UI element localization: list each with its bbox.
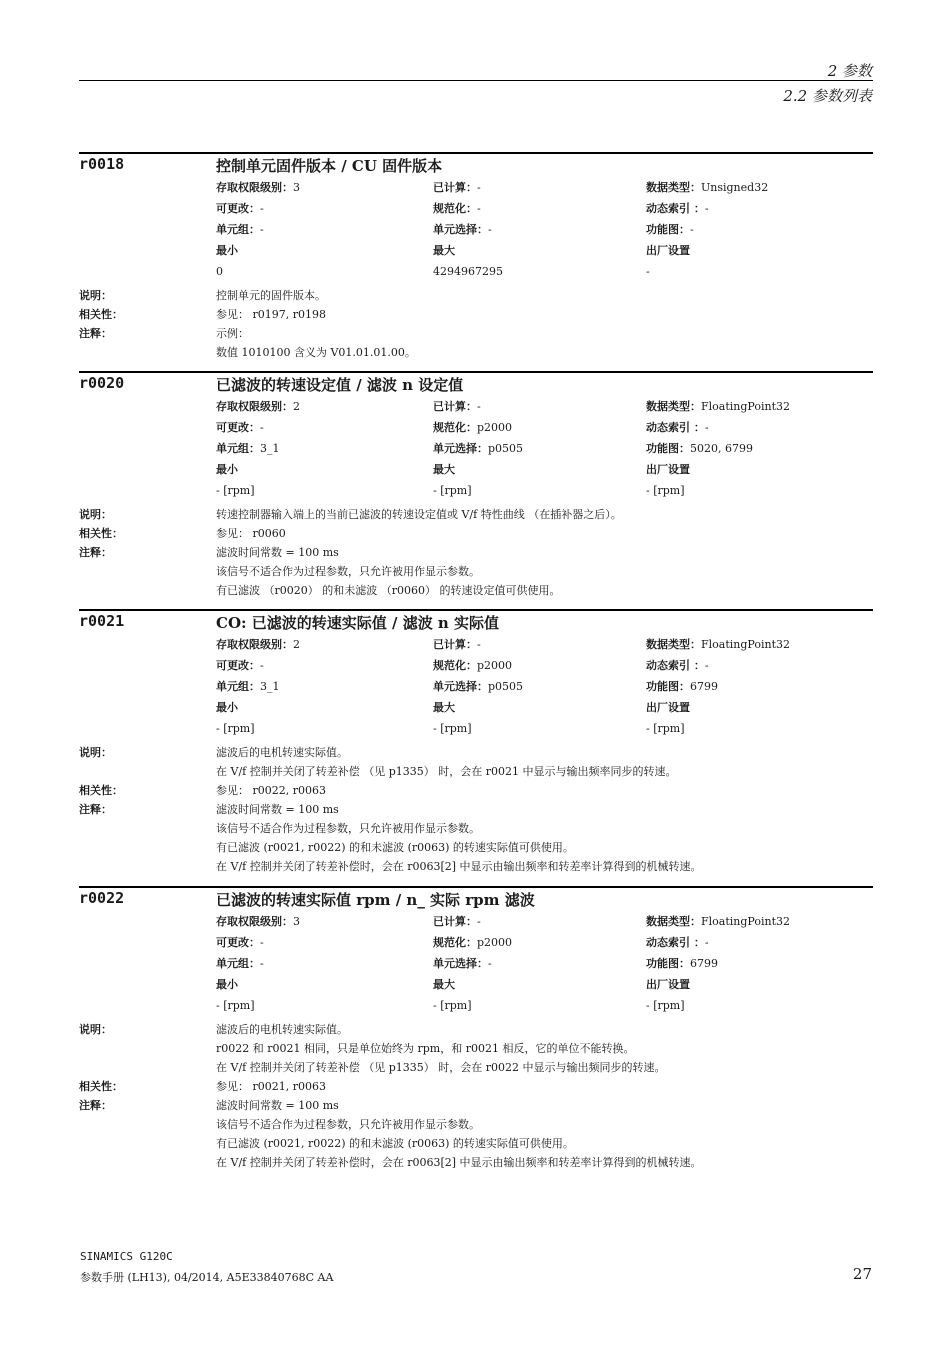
- attr-label: 动态索引 ：: [646, 421, 705, 434]
- note-line: 该信号不适合作为过程参数，只允许被用作显示参数。: [216, 822, 480, 835]
- description-label: 说明：: [79, 746, 112, 759]
- attr-value: -: [704, 659, 709, 672]
- header-rule: [79, 80, 873, 81]
- attr-datatype: [646, 177, 768, 198]
- attr-label: 功能图：: [646, 223, 690, 236]
- attr-datatype: [646, 396, 790, 417]
- description-label: 说明：: [79, 289, 112, 302]
- param-id: r0020: [79, 374, 125, 392]
- range-max-label: [433, 459, 455, 480]
- page-number: 27: [852, 1265, 872, 1283]
- attr-scaling: [433, 932, 512, 953]
- attr-value: -: [260, 659, 264, 672]
- attr-value: -: [477, 915, 481, 928]
- attr-label: 单元组：: [216, 223, 260, 236]
- attr-dyn-index: [646, 932, 709, 953]
- note-line: 在 V/f 控制并关闭了转差补偿时，会在 r0063[2] 中显示由输出频率和转差率计算得到的机械转速。: [216, 1156, 702, 1169]
- attr-value: -: [690, 223, 694, 236]
- note-line: 数值 1010100 含义为 V01.01.01.00。: [216, 346, 416, 359]
- header-section: 2.2 参数列表: [783, 87, 872, 105]
- range-label: 最大: [433, 244, 455, 257]
- attr-scaling: [433, 417, 512, 438]
- param-title: CO: 已滤波的转速实际值 / 滤波 n 实际值: [216, 614, 500, 632]
- attr-value: 3_1: [260, 680, 280, 693]
- attr-value: -: [260, 957, 264, 970]
- range-min-label: [216, 459, 238, 480]
- note-line: 滤波时间常数 = 100 ms: [216, 803, 339, 816]
- attr-access: [216, 396, 300, 417]
- attr-value: -: [488, 223, 492, 236]
- footer-doc: 参数手册 (LH13), 04/2014, A5E33840768C AA: [80, 1271, 334, 1284]
- range-label: 出厂设置: [646, 463, 690, 476]
- attr-label: 可更改：: [216, 936, 260, 949]
- attr-label: 规范化：: [433, 659, 477, 672]
- description-line: 在 V/f 控制并关闭了转差补偿 （见 p1335） 时，会在 r0021 中显示与输出频率同步的转速。: [216, 765, 677, 778]
- dependency-line: 参见： r0022, r0063: [216, 784, 326, 797]
- range-factory-value: - [rpm]: [646, 484, 685, 497]
- attr-value: p0505: [488, 680, 524, 693]
- range-label: 最小: [216, 701, 238, 714]
- attr-label: 动态索引 ：: [646, 936, 705, 949]
- attr-label: 动态索引 ：: [646, 202, 705, 215]
- range-factory-value: - [rpm]: [646, 999, 685, 1012]
- attr-access: [216, 911, 300, 932]
- attr-datatype: [646, 634, 790, 655]
- note-label: 注释：: [79, 327, 112, 340]
- attr-value: p2000: [477, 421, 513, 434]
- range-label: 出厂设置: [646, 244, 690, 257]
- range-max-value: - [rpm]: [433, 999, 472, 1012]
- attr-label: 数据类型：: [646, 400, 701, 413]
- param-id: r0021: [79, 612, 125, 630]
- dependency-label: 相关性：: [79, 308, 123, 321]
- attr-calculated: [433, 634, 481, 655]
- range-label: 最小: [216, 978, 238, 991]
- attr-label: 存取权限级别：: [216, 400, 293, 413]
- attr-unit-group: [216, 438, 280, 459]
- attr-value: FloatingPoint32: [701, 400, 790, 413]
- range-min-value: 0: [216, 265, 223, 278]
- range-label: 最大: [433, 701, 455, 714]
- dependency-label: 相关性：: [79, 1080, 123, 1093]
- dependency-line: 参见： r0197, r0198: [216, 308, 326, 321]
- param-block: [79, 886, 873, 1169]
- note-line: 滤波时间常数 = 100 ms: [216, 1099, 339, 1112]
- description-line: 在 V/f 控制并关闭了转差补偿 （见 p1335） 时，会在 r0022 中显示与输出频同步的转速。: [216, 1061, 666, 1074]
- footer-model: SINAMICS G120C: [80, 1250, 173, 1263]
- attr-unit-group: [216, 219, 264, 240]
- attr-unit-group: [216, 953, 264, 974]
- note-line: 示例：: [216, 327, 249, 340]
- attr-label: 单元选择：: [433, 957, 488, 970]
- attr-value: 6799: [690, 680, 718, 693]
- note-line: 滤波时间常数 = 100 ms: [216, 546, 339, 559]
- attr-label: 功能图：: [646, 442, 690, 455]
- attr-label: 可更改：: [216, 202, 260, 215]
- attr-value: p2000: [477, 659, 513, 672]
- range-min-value: - [rpm]: [216, 999, 255, 1012]
- description-label: 说明：: [79, 508, 112, 521]
- attr-access: [216, 177, 300, 198]
- description-line: r0022 和 r0021 相同，只是单位始终为 rpm，和 r0021 相反，它的单位不能转换。: [216, 1042, 635, 1055]
- attr-func-diagram: [646, 438, 753, 459]
- range-max-label: [433, 240, 455, 261]
- attr-func-diagram: [646, 219, 694, 240]
- attr-value: 3_1: [260, 442, 280, 455]
- attr-value: -: [477, 181, 481, 194]
- range-label: 最大: [433, 978, 455, 991]
- attr-value: -: [488, 957, 492, 970]
- attr-dyn-index: [646, 417, 709, 438]
- attr-scaling: [433, 655, 512, 676]
- attr-value: -: [477, 400, 481, 413]
- attr-scaling: [433, 198, 481, 219]
- attr-value: -: [704, 421, 709, 434]
- range-factory-value: - [rpm]: [646, 722, 685, 735]
- note-line: 在 V/f 控制并关闭了转差补偿时，会在 r0063[2] 中显示由输出频率和转差率计算得到的机械转速。: [216, 860, 702, 873]
- range-factory-label: [646, 974, 690, 995]
- range-factory-label: [646, 697, 690, 718]
- attr-changeable: [216, 198, 264, 219]
- attr-label: 规范化：: [433, 936, 477, 949]
- param-id: r0022: [79, 889, 125, 907]
- attr-label: 功能图：: [646, 957, 690, 970]
- range-min-label: [216, 240, 238, 261]
- attr-datatype: [646, 911, 790, 932]
- attr-label: 存取权限级别：: [216, 181, 293, 194]
- description-label: 说明：: [79, 1023, 112, 1036]
- attr-value: Unsigned32: [701, 181, 769, 194]
- range-min-label: [216, 697, 238, 718]
- note-line: 该信号不适合作为过程参数，只允许被用作显示参数。: [216, 1118, 480, 1131]
- attr-unit-select: [433, 953, 492, 974]
- range-min-label: [216, 974, 238, 995]
- attr-changeable: [216, 655, 264, 676]
- attr-value: -: [260, 936, 264, 949]
- attr-value: -: [260, 223, 264, 236]
- attr-label: 已计算：: [433, 638, 477, 651]
- range-label: 出厂设置: [646, 978, 690, 991]
- range-label: 最小: [216, 244, 238, 257]
- description-line: 滤波后的电机转速实际值。: [216, 746, 348, 759]
- attr-label: 已计算：: [433, 915, 477, 928]
- range-factory-value: -: [646, 265, 650, 278]
- dependency-line: 参见： r0021, r0063: [216, 1080, 326, 1093]
- range-factory-label: [646, 240, 690, 261]
- range-label: 最小: [216, 463, 238, 476]
- attr-label: 可更改：: [216, 421, 260, 434]
- param-block: [79, 609, 873, 873]
- attr-label: 存取权限级别：: [216, 638, 293, 651]
- attr-calculated: [433, 177, 481, 198]
- param-title: 已滤波的转速实际值 rpm / n_ 实际 rpm 滤波: [216, 891, 535, 909]
- attr-value: 3: [293, 181, 300, 194]
- attr-unit-group: [216, 676, 280, 697]
- attr-value: -: [477, 202, 481, 215]
- attr-value: -: [477, 638, 481, 651]
- attr-value: p2000: [477, 936, 513, 949]
- attr-label: 已计算：: [433, 181, 477, 194]
- range-min-value: - [rpm]: [216, 722, 255, 735]
- description-line: 转速控制器输入端上的当前已滤波的转速设定值或 V/f 特性曲线 （在插补器之后）。: [216, 508, 622, 521]
- attr-label: 数据类型：: [646, 638, 701, 651]
- header-chapter: 2 参数: [827, 62, 872, 80]
- range-max-label: [433, 974, 455, 995]
- attr-access: [216, 634, 300, 655]
- attr-changeable: [216, 417, 264, 438]
- attr-value: -: [260, 202, 264, 215]
- attr-func-diagram: [646, 953, 718, 974]
- description-line: 滤波后的电机转速实际值。: [216, 1023, 348, 1036]
- attr-label: 规范化：: [433, 202, 477, 215]
- attr-changeable: [216, 932, 264, 953]
- dependency-line: 参见： r0060: [216, 527, 286, 540]
- range-factory-label: [646, 459, 690, 480]
- param-block: [79, 371, 873, 597]
- note-label: 注释：: [79, 546, 112, 559]
- attr-func-diagram: [646, 676, 718, 697]
- param-title: 已滤波的转速设定值 / 滤波 n 设定值: [216, 376, 464, 394]
- attr-value: 2: [293, 638, 300, 651]
- attr-label: 单元组：: [216, 680, 260, 693]
- param-id: r0018: [79, 155, 125, 173]
- attr-label: 单元组：: [216, 957, 260, 970]
- attr-label: 单元组：: [216, 442, 260, 455]
- attr-label: 存取权限级别：: [216, 915, 293, 928]
- attr-value: -: [260, 421, 264, 434]
- description-line: 控制单元的固件版本。: [216, 289, 326, 302]
- attr-label: 数据类型：: [646, 181, 701, 194]
- attr-value: FloatingPoint32: [701, 915, 790, 928]
- range-label: 最大: [433, 463, 455, 476]
- attr-label: 规范化：: [433, 421, 477, 434]
- attr-dyn-index: [646, 655, 709, 676]
- attr-label: 单元选择：: [433, 442, 488, 455]
- attr-calculated: [433, 396, 481, 417]
- attr-value: -: [704, 936, 709, 949]
- attr-value: 3: [293, 915, 300, 928]
- range-max-label: [433, 697, 455, 718]
- attr-unit-select: [433, 219, 492, 240]
- attr-value: 2: [293, 400, 300, 413]
- attr-label: 数据类型：: [646, 915, 701, 928]
- attr-label: 可更改：: [216, 659, 260, 672]
- note-line: 有已滤波 (r0021, r0022) 的和未滤波 (r0063) 的转速实际值可供使用。: [216, 841, 574, 854]
- attr-unit-select: [433, 438, 523, 459]
- attr-label: 单元选择：: [433, 680, 488, 693]
- note-line: 有已滤波 （r0020） 的和未滤波 （r0060） 的转速设定值可供使用。: [216, 584, 561, 597]
- param-title: 控制单元固件版本 / CU 固件版本: [216, 157, 443, 175]
- attr-value: 5020, 6799: [690, 442, 753, 455]
- attr-label: 动态索引 ：: [646, 659, 705, 672]
- note-label: 注释：: [79, 803, 112, 816]
- attr-label: 功能图：: [646, 680, 690, 693]
- attr-label: 单元选择：: [433, 223, 488, 236]
- range-max-value: - [rpm]: [433, 722, 472, 735]
- note-line: 该信号不适合作为过程参数，只允许被用作显示参数。: [216, 565, 480, 578]
- range-min-value: - [rpm]: [216, 484, 255, 497]
- note-line: 有已滤波 (r0021, r0022) 的和未滤波 (r0063) 的转速实际值可供使用。: [216, 1137, 574, 1150]
- range-max-value: 4294967295: [433, 265, 503, 278]
- dependency-label: 相关性：: [79, 784, 123, 797]
- range-label: 出厂设置: [646, 701, 690, 714]
- attr-unit-select: [433, 676, 523, 697]
- range-max-value: - [rpm]: [433, 484, 472, 497]
- attr-label: 已计算：: [433, 400, 477, 413]
- note-label: 注释：: [79, 1099, 112, 1112]
- param-block: [79, 152, 873, 359]
- attr-value: p0505: [488, 442, 524, 455]
- attr-value: 6799: [690, 957, 718, 970]
- attr-value: FloatingPoint32: [701, 638, 790, 651]
- attr-dyn-index: [646, 198, 709, 219]
- attr-calculated: [433, 911, 481, 932]
- attr-value: -: [704, 202, 709, 215]
- dependency-label: 相关性：: [79, 527, 123, 540]
